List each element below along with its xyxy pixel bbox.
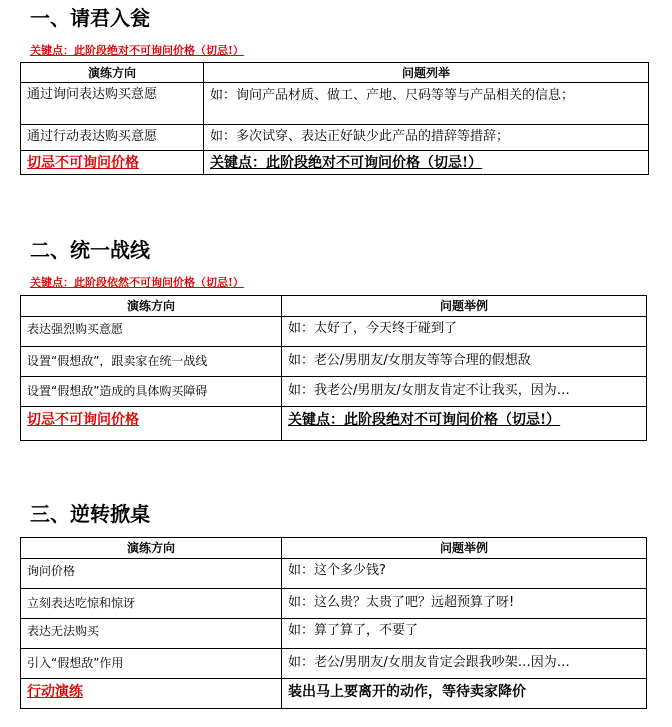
table-header: 问题举例 [282, 296, 647, 317]
table-cell: 设置“假想敌”造成的具体购买障碍 [21, 377, 282, 407]
table-cell: 如：我老公/男朋友/女朋友肯定不让我买，因为… [282, 377, 647, 407]
table-header: 问题举例 [282, 538, 647, 559]
table-cell: 如：这么贵？太贵了吧？远超预算了呀! [282, 589, 647, 619]
table-header: 演练方向 [21, 63, 204, 83]
table-cell: 如：老公/男朋友/女朋友等等合理的假想敌 [282, 347, 647, 377]
keypoint-cell: 关键点：此阶段绝对不可询问价格（切忌!） [282, 407, 647, 441]
table-cell: 如：这个多少钱? [282, 559, 647, 589]
section-2-table [20, 295, 647, 441]
section-2-keynote: 关键点：此阶段依然不可询问价格（切忌!） [30, 276, 244, 289]
table-cell: 询问价格 [21, 559, 282, 589]
warning-cell: 切忌不可询问价格 [21, 151, 204, 175]
table-cell: 引入“假想敌”作用 [21, 649, 282, 679]
table-cell: 如：算了算了，不要了 [282, 619, 647, 649]
table-header: 问题列举 [204, 63, 649, 83]
table-header: 演练方向 [21, 296, 282, 317]
table-cell: 如：多次试穿、表达正好缺少此产品的措辞等措辞； [204, 125, 649, 151]
table-cell: 通过询问表达购买意愿 [21, 83, 204, 125]
section-3-title: 三、逆转掀桌 [30, 502, 150, 526]
table-cell: 如：老公/男朋友/女朋友肯定会跟我吵架…因为… [282, 649, 647, 679]
section-2-title: 二、统一战线 [30, 238, 150, 262]
action-description-cell: 装出马上要离开的动作，等待卖家降价 [282, 679, 647, 709]
table-cell: 表达无法购买 [21, 619, 282, 649]
table-cell: 如：询问产品材质、做工、产地、尺码等等与产品相关的信息； [204, 83, 649, 125]
table-cell: 表达强烈购买意愿 [21, 317, 282, 347]
table-header: 演练方向 [21, 538, 282, 559]
section-1-title: 一、请君入瓮 [30, 6, 150, 30]
table-cell: 设置“假想敌”，跟卖家在统一战线 [21, 347, 282, 377]
table-cell: 通过行动表达购买意愿 [21, 125, 204, 151]
keypoint-cell: 关键点：此阶段绝对不可询问价格（切忌!） [204, 151, 649, 175]
table-cell: 立刻表达吃惊和惊讶 [21, 589, 282, 619]
warning-cell: 切忌不可询问价格 [21, 407, 282, 441]
section-3-table [20, 537, 647, 709]
section-1-keynote: 关键点：此阶段绝对不可询问价格（切忌!） [30, 44, 244, 57]
section-1-table [20, 62, 649, 175]
table-cell: 如：太好了，今天终于碰到了 [282, 317, 647, 347]
action-cell: 行动演练 [21, 679, 282, 709]
